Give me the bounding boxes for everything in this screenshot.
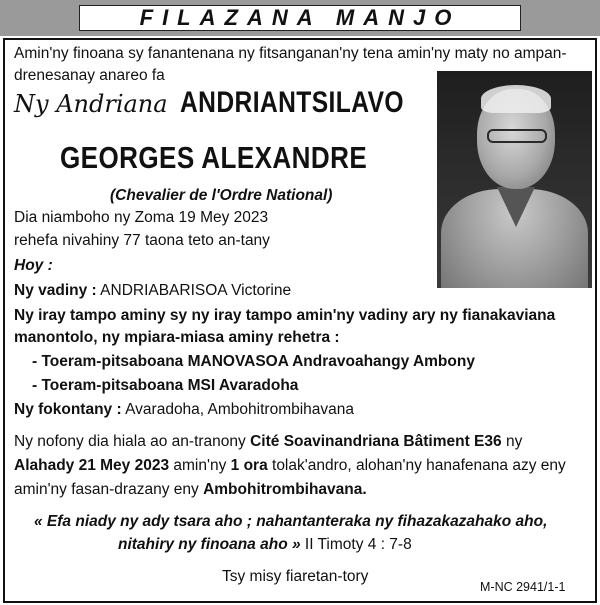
header-banner [0,0,600,36]
funeral-text: tolak'andro, alohan'ny hanafenana azy eny [267,457,566,474]
funeral-text: amin'ny [169,457,231,474]
relatives-line-1: Ny iray tampo aminy sy ny iray tampo amin'ny vadiny ary ny fianakaviana [14,307,556,324]
funeral-text: ny [501,433,523,450]
verse-line-1: « Efa niady ny ady tsara aho ; nahantanteraka ny fihazakazahako aho, [34,513,548,530]
funeral-text: Ny nofony dia hiala ao an-tranony [14,433,251,450]
closing-line: Tsy misy fiaretan-tory [222,568,369,585]
verse-text: nitahiry ny finoana aho » [118,536,301,553]
spouse-line [14,281,291,301]
colleague-item: - Toeram-pitsaboana MANOVASOA Andravoahangy Ambony [32,353,475,370]
death-line-2: rehefa nivahiny 77 taona teto an-tany [14,232,270,249]
funeral-date: Alahady 21 Mey 2023 [14,457,170,474]
funeral-time: 1 ora [230,457,268,474]
fokontany-label: Ny fokontany : [14,401,122,418]
funeral-line-1 [14,432,522,452]
portrait-photo [437,71,592,288]
name-line-1 [14,86,453,119]
spouse-value: ANDRIABARISOA Victorine [100,282,292,299]
fokontany-value: Avaradoha, Ambohitrombihavana [125,401,355,418]
death-line-1: Dia niamboho ny Zoma 19 Mey 2023 [14,209,269,226]
hoy-label: Hoy : [14,257,53,274]
surname: ANDRIANTSILAVO [179,86,404,119]
verse-reference: II Timoty 4 : 7-8 [300,536,412,553]
relatives-line-2: manontolo, ny mpiara-miasa aminy rehetra : [14,329,340,346]
spouse-label: Ny vadiny : [14,282,97,299]
funeral-line-3 [14,480,367,500]
reference-code: M-NC 2941/1-1 [480,580,566,594]
honorific: Ny Andriana [14,90,168,118]
photo-hair [481,85,551,113]
given-names: GEORGES ALEXANDRE [60,140,368,175]
photo-glasses [487,129,547,143]
intro-line-1: Amin'ny finoana sy fanantenana ny fitsanganan'ny tena amin'ny maty no ampan- [14,45,567,62]
funeral-line-2 [14,456,566,476]
funeral-text: amin'ny fasan-drazany eny [14,481,204,498]
distinction: (Chevalier de l'Ordre National) [110,187,333,204]
fokontany-line [14,400,354,420]
funeral-address: Cité Soavinandriana Bâtiment E36 [250,433,502,450]
intro-line-2: drenesanay anareo fa [14,67,165,84]
verse-line-2 [118,535,412,555]
colleague-item: - Toeram-pitsaboana MSI Avaradoha [32,377,299,394]
burial-place: Ambohitrombihavana. [203,481,367,498]
banner-title: FILAZANA MANJO [79,5,521,31]
